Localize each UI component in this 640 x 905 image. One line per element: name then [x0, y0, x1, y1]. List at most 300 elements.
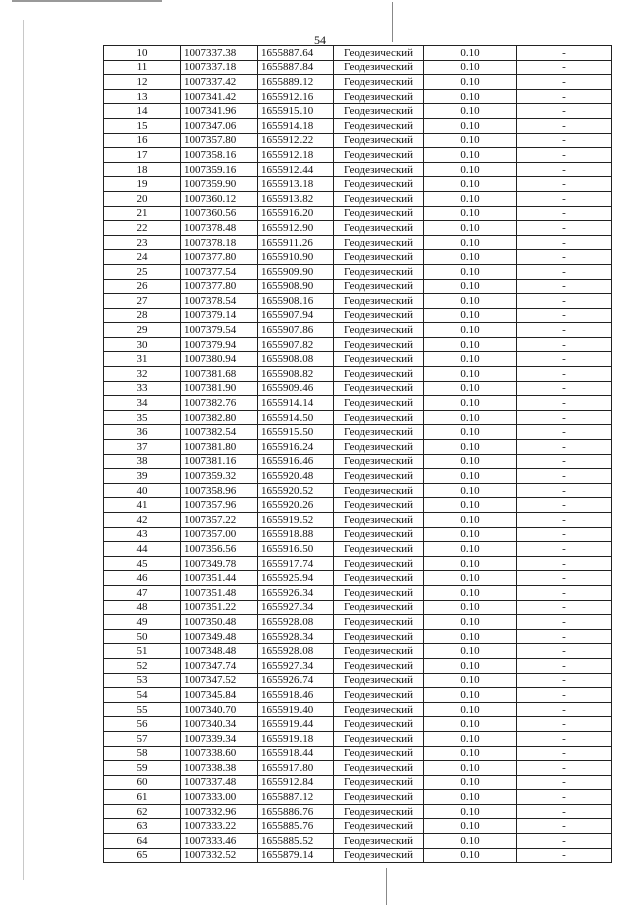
x-coordinate-cell: 1007377.54	[181, 264, 258, 279]
y-coordinate-cell: 1655917.74	[258, 556, 334, 571]
note-cell: -	[517, 673, 612, 688]
y-coordinate-cell: 1655917.80	[258, 761, 334, 776]
point-number-cell: 10	[104, 46, 181, 61]
table-row	[104, 644, 612, 659]
accuracy-cell: 0.10	[424, 469, 517, 484]
x-coordinate-cell: 1007351.48	[181, 585, 258, 600]
table-row	[104, 410, 612, 425]
y-coordinate-cell: 1655889.12	[258, 75, 334, 90]
point-number-cell: 23	[104, 235, 181, 250]
note-cell: -	[517, 264, 612, 279]
note-cell: -	[517, 688, 612, 703]
table-row	[104, 615, 612, 630]
accuracy-cell: 0.10	[424, 688, 517, 703]
table-row	[104, 542, 612, 557]
x-coordinate-cell: 1007377.80	[181, 279, 258, 294]
x-coordinate-cell: 1007360.56	[181, 206, 258, 221]
y-coordinate-cell: 1655915.50	[258, 425, 334, 440]
y-coordinate-cell: 1655914.50	[258, 410, 334, 425]
x-coordinate-cell: 1007340.70	[181, 702, 258, 717]
x-coordinate-cell: 1007337.42	[181, 75, 258, 90]
y-coordinate-cell: 1655912.90	[258, 221, 334, 236]
accuracy-cell: 0.10	[424, 848, 517, 863]
point-number-cell: 22	[104, 221, 181, 236]
method-cell: Геодезический	[334, 790, 424, 805]
table-row	[104, 804, 612, 819]
table-row	[104, 483, 612, 498]
table-row	[104, 790, 612, 805]
note-cell: -	[517, 454, 612, 469]
point-number-cell: 17	[104, 148, 181, 163]
accuracy-cell: 0.10	[424, 221, 517, 236]
table-row	[104, 746, 612, 761]
note-cell: -	[517, 483, 612, 498]
x-coordinate-cell: 1007350.48	[181, 615, 258, 630]
accuracy-cell: 0.10	[424, 264, 517, 279]
method-cell: Геодезический	[334, 658, 424, 673]
method-cell: Геодезический	[334, 804, 424, 819]
point-number-cell: 24	[104, 250, 181, 265]
method-cell: Геодезический	[334, 46, 424, 61]
table-row	[104, 75, 612, 90]
y-coordinate-cell: 1655909.90	[258, 264, 334, 279]
point-number-cell: 38	[104, 454, 181, 469]
coordinates-table	[103, 45, 612, 863]
accuracy-cell: 0.10	[424, 498, 517, 513]
y-coordinate-cell: 1655885.76	[258, 819, 334, 834]
x-coordinate-cell: 1007337.18	[181, 60, 258, 75]
note-cell: -	[517, 89, 612, 104]
table-row	[104, 658, 612, 673]
note-cell: -	[517, 498, 612, 513]
x-coordinate-cell: 1007337.48	[181, 775, 258, 790]
accuracy-cell: 0.10	[424, 600, 517, 615]
table-row	[104, 761, 612, 776]
y-coordinate-cell: 1655887.12	[258, 790, 334, 805]
table-row	[104, 834, 612, 849]
point-number-cell: 45	[104, 556, 181, 571]
accuracy-cell: 0.10	[424, 367, 517, 382]
note-cell: -	[517, 658, 612, 673]
x-coordinate-cell: 1007339.34	[181, 731, 258, 746]
table-row	[104, 381, 612, 396]
x-coordinate-cell: 1007358.96	[181, 483, 258, 498]
note-cell: -	[517, 834, 612, 849]
point-number-cell: 52	[104, 658, 181, 673]
x-coordinate-cell: 1007378.48	[181, 221, 258, 236]
method-cell: Геодезический	[334, 381, 424, 396]
accuracy-cell: 0.10	[424, 585, 517, 600]
accuracy-cell: 0.10	[424, 644, 517, 659]
method-cell: Геодезический	[334, 673, 424, 688]
note-cell: -	[517, 191, 612, 206]
accuracy-cell: 0.10	[424, 352, 517, 367]
x-coordinate-cell: 1007377.80	[181, 250, 258, 265]
point-number-cell: 21	[104, 206, 181, 221]
x-coordinate-cell: 1007381.90	[181, 381, 258, 396]
accuracy-cell: 0.10	[424, 308, 517, 323]
accuracy-cell: 0.10	[424, 89, 517, 104]
y-coordinate-cell: 1655907.82	[258, 337, 334, 352]
table-row	[104, 352, 612, 367]
accuracy-cell: 0.10	[424, 148, 517, 163]
accuracy-cell: 0.10	[424, 513, 517, 528]
y-coordinate-cell: 1655918.44	[258, 746, 334, 761]
note-cell: -	[517, 790, 612, 805]
note-cell: -	[517, 133, 612, 148]
x-coordinate-cell: 1007379.94	[181, 337, 258, 352]
x-coordinate-cell: 1007341.96	[181, 104, 258, 119]
method-cell: Геодезический	[334, 367, 424, 382]
table-row	[104, 702, 612, 717]
x-coordinate-cell: 1007332.96	[181, 804, 258, 819]
point-number-cell: 18	[104, 162, 181, 177]
method-cell: Геодезический	[334, 352, 424, 367]
accuracy-cell: 0.10	[424, 381, 517, 396]
x-coordinate-cell: 1007382.76	[181, 396, 258, 411]
point-number-cell: 60	[104, 775, 181, 790]
table-row	[104, 600, 612, 615]
point-number-cell: 53	[104, 673, 181, 688]
table-row	[104, 235, 612, 250]
table-row	[104, 440, 612, 455]
table-row	[104, 264, 612, 279]
x-coordinate-cell: 1007333.22	[181, 819, 258, 834]
note-cell: -	[517, 60, 612, 75]
accuracy-cell: 0.10	[424, 133, 517, 148]
y-coordinate-cell: 1655909.46	[258, 381, 334, 396]
table-row	[104, 717, 612, 732]
table-row	[104, 775, 612, 790]
x-coordinate-cell: 1007379.14	[181, 308, 258, 323]
method-cell: Геодезический	[334, 483, 424, 498]
method-cell: Геодезический	[334, 761, 424, 776]
point-number-cell: 51	[104, 644, 181, 659]
x-coordinate-cell: 1007382.54	[181, 425, 258, 440]
note-cell: -	[517, 848, 612, 863]
table-row	[104, 513, 612, 528]
point-number-cell: 20	[104, 191, 181, 206]
table-row	[104, 629, 612, 644]
method-cell: Геодезический	[334, 556, 424, 571]
accuracy-cell: 0.10	[424, 118, 517, 133]
point-number-cell: 11	[104, 60, 181, 75]
y-coordinate-cell: 1655910.90	[258, 250, 334, 265]
accuracy-cell: 0.10	[424, 615, 517, 630]
note-cell: -	[517, 162, 612, 177]
accuracy-cell: 0.10	[424, 542, 517, 557]
y-coordinate-cell: 1655908.08	[258, 352, 334, 367]
table-row	[104, 454, 612, 469]
x-coordinate-cell: 1007378.54	[181, 294, 258, 309]
note-cell: -	[517, 702, 612, 717]
table-row	[104, 133, 612, 148]
x-coordinate-cell: 1007351.22	[181, 600, 258, 615]
point-number-cell: 29	[104, 323, 181, 338]
point-number-cell: 56	[104, 717, 181, 732]
method-cell: Геодезический	[334, 162, 424, 177]
method-cell: Геодезический	[334, 337, 424, 352]
y-coordinate-cell: 1655926.74	[258, 673, 334, 688]
method-cell: Геодезический	[334, 498, 424, 513]
table-row	[104, 206, 612, 221]
table-row	[104, 673, 612, 688]
x-coordinate-cell: 1007338.38	[181, 761, 258, 776]
method-cell: Геодезический	[334, 775, 424, 790]
point-number-cell: 34	[104, 396, 181, 411]
y-coordinate-cell: 1655908.16	[258, 294, 334, 309]
accuracy-cell: 0.10	[424, 60, 517, 75]
x-coordinate-cell: 1007347.52	[181, 673, 258, 688]
x-coordinate-cell: 1007359.16	[181, 162, 258, 177]
table-row	[104, 848, 612, 863]
x-coordinate-cell: 1007380.94	[181, 352, 258, 367]
method-cell: Геодезический	[334, 644, 424, 659]
accuracy-cell: 0.10	[424, 75, 517, 90]
y-coordinate-cell: 1655920.52	[258, 483, 334, 498]
method-cell: Геодезический	[334, 717, 424, 732]
x-coordinate-cell: 1007359.32	[181, 469, 258, 484]
y-coordinate-cell: 1655907.86	[258, 323, 334, 338]
x-coordinate-cell: 1007357.80	[181, 133, 258, 148]
table-row	[104, 294, 612, 309]
x-coordinate-cell: 1007381.68	[181, 367, 258, 382]
accuracy-cell: 0.10	[424, 804, 517, 819]
accuracy-cell: 0.10	[424, 410, 517, 425]
x-coordinate-cell: 1007381.16	[181, 454, 258, 469]
accuracy-cell: 0.10	[424, 337, 517, 352]
note-cell: -	[517, 323, 612, 338]
note-cell: -	[517, 615, 612, 630]
y-coordinate-cell: 1655912.18	[258, 148, 334, 163]
table-row	[104, 731, 612, 746]
note-cell: -	[517, 148, 612, 163]
note-cell: -	[517, 425, 612, 440]
point-number-cell: 39	[104, 469, 181, 484]
method-cell: Геодезический	[334, 250, 424, 265]
note-cell: -	[517, 294, 612, 309]
accuracy-cell: 0.10	[424, 104, 517, 119]
note-cell: -	[517, 571, 612, 586]
method-cell: Геодезический	[334, 235, 424, 250]
y-coordinate-cell: 1655919.52	[258, 513, 334, 528]
accuracy-cell: 0.10	[424, 483, 517, 498]
y-coordinate-cell: 1655919.44	[258, 717, 334, 732]
point-number-cell: 63	[104, 819, 181, 834]
point-number-cell: 25	[104, 264, 181, 279]
y-coordinate-cell: 1655914.18	[258, 118, 334, 133]
note-cell: -	[517, 367, 612, 382]
accuracy-cell: 0.10	[424, 819, 517, 834]
x-coordinate-cell: 1007337.38	[181, 46, 258, 61]
point-number-cell: 64	[104, 834, 181, 849]
table-row	[104, 162, 612, 177]
table-row	[104, 148, 612, 163]
note-cell: -	[517, 177, 612, 192]
table-row	[104, 571, 612, 586]
table-row	[104, 367, 612, 382]
method-cell: Геодезический	[334, 585, 424, 600]
note-cell: -	[517, 75, 612, 90]
table-row	[104, 498, 612, 513]
method-cell: Геодезический	[334, 206, 424, 221]
method-cell: Геодезический	[334, 527, 424, 542]
y-coordinate-cell: 1655912.44	[258, 162, 334, 177]
y-coordinate-cell: 1655912.16	[258, 89, 334, 104]
note-cell: -	[517, 600, 612, 615]
method-cell: Геодезический	[334, 104, 424, 119]
x-coordinate-cell: 1007351.44	[181, 571, 258, 586]
method-cell: Геодезический	[334, 454, 424, 469]
x-coordinate-cell: 1007349.78	[181, 556, 258, 571]
note-cell: -	[517, 381, 612, 396]
method-cell: Геодезический	[334, 746, 424, 761]
point-number-cell: 62	[104, 804, 181, 819]
x-coordinate-cell: 1007356.56	[181, 542, 258, 557]
scan-artifact-left	[23, 20, 24, 880]
point-number-cell: 27	[104, 294, 181, 309]
method-cell: Геодезический	[334, 221, 424, 236]
accuracy-cell: 0.10	[424, 46, 517, 61]
note-cell: -	[517, 542, 612, 557]
method-cell: Геодезический	[334, 731, 424, 746]
y-coordinate-cell: 1655886.76	[258, 804, 334, 819]
accuracy-cell: 0.10	[424, 162, 517, 177]
y-coordinate-cell: 1655928.08	[258, 644, 334, 659]
table-row	[104, 688, 612, 703]
x-coordinate-cell: 1007382.80	[181, 410, 258, 425]
y-coordinate-cell: 1655915.10	[258, 104, 334, 119]
accuracy-cell: 0.10	[424, 717, 517, 732]
note-cell: -	[517, 308, 612, 323]
y-coordinate-cell: 1655927.34	[258, 658, 334, 673]
note-cell: -	[517, 746, 612, 761]
x-coordinate-cell: 1007338.60	[181, 746, 258, 761]
note-cell: -	[517, 440, 612, 455]
method-cell: Геодезический	[334, 629, 424, 644]
note-cell: -	[517, 513, 612, 528]
note-cell: -	[517, 104, 612, 119]
method-cell: Геодезический	[334, 688, 424, 703]
table-row	[104, 425, 612, 440]
y-coordinate-cell: 1655914.14	[258, 396, 334, 411]
x-coordinate-cell: 1007358.16	[181, 148, 258, 163]
point-number-cell: 31	[104, 352, 181, 367]
x-coordinate-cell: 1007379.54	[181, 323, 258, 338]
accuracy-cell: 0.10	[424, 673, 517, 688]
y-coordinate-cell: 1655919.18	[258, 731, 334, 746]
method-cell: Геодезический	[334, 425, 424, 440]
point-number-cell: 49	[104, 615, 181, 630]
y-coordinate-cell: 1655907.94	[258, 308, 334, 323]
accuracy-cell: 0.10	[424, 527, 517, 542]
note-cell: -	[517, 279, 612, 294]
method-cell: Геодезический	[334, 294, 424, 309]
point-number-cell: 44	[104, 542, 181, 557]
table-row	[104, 104, 612, 119]
method-cell: Геодезический	[334, 264, 424, 279]
note-cell: -	[517, 644, 612, 659]
accuracy-cell: 0.10	[424, 790, 517, 805]
accuracy-cell: 0.10	[424, 702, 517, 717]
point-number-cell: 36	[104, 425, 181, 440]
note-cell: -	[517, 410, 612, 425]
x-coordinate-cell: 1007333.46	[181, 834, 258, 849]
note-cell: -	[517, 46, 612, 61]
y-coordinate-cell: 1655920.48	[258, 469, 334, 484]
accuracy-cell: 0.10	[424, 454, 517, 469]
method-cell: Геодезический	[334, 323, 424, 338]
y-coordinate-cell: 1655918.46	[258, 688, 334, 703]
table-row	[104, 556, 612, 571]
x-coordinate-cell: 1007340.34	[181, 717, 258, 732]
table-row	[104, 250, 612, 265]
x-coordinate-cell: 1007341.42	[181, 89, 258, 104]
accuracy-cell: 0.10	[424, 235, 517, 250]
table-row	[104, 819, 612, 834]
accuracy-cell: 0.10	[424, 440, 517, 455]
point-number-cell: 40	[104, 483, 181, 498]
method-cell: Геодезический	[334, 469, 424, 484]
method-cell: Геодезический	[334, 819, 424, 834]
table-row	[104, 60, 612, 75]
note-cell: -	[517, 775, 612, 790]
point-number-cell: 19	[104, 177, 181, 192]
y-coordinate-cell: 1655920.26	[258, 498, 334, 513]
method-cell: Геодезический	[334, 177, 424, 192]
table-row	[104, 221, 612, 236]
point-number-cell: 57	[104, 731, 181, 746]
y-coordinate-cell: 1655911.26	[258, 235, 334, 250]
point-number-cell: 28	[104, 308, 181, 323]
point-number-cell: 16	[104, 133, 181, 148]
accuracy-cell: 0.10	[424, 191, 517, 206]
method-cell: Геодезический	[334, 571, 424, 586]
note-cell: -	[517, 352, 612, 367]
point-number-cell: 43	[104, 527, 181, 542]
point-number-cell: 50	[104, 629, 181, 644]
table-row	[104, 118, 612, 133]
y-coordinate-cell: 1655918.88	[258, 527, 334, 542]
point-number-cell: 12	[104, 75, 181, 90]
y-coordinate-cell: 1655916.50	[258, 542, 334, 557]
table-row	[104, 337, 612, 352]
method-cell: Геодезический	[334, 279, 424, 294]
point-number-cell: 58	[104, 746, 181, 761]
method-cell: Геодезический	[334, 834, 424, 849]
note-cell: -	[517, 717, 612, 732]
method-cell: Геодезический	[334, 410, 424, 425]
method-cell: Геодезический	[334, 191, 424, 206]
note-cell: -	[517, 206, 612, 221]
point-number-cell: 26	[104, 279, 181, 294]
note-cell: -	[517, 731, 612, 746]
method-cell: Геодезический	[334, 148, 424, 163]
x-coordinate-cell: 1007333.00	[181, 790, 258, 805]
point-number-cell: 33	[104, 381, 181, 396]
table-row	[104, 396, 612, 411]
scan-artifact-top	[12, 0, 162, 2]
x-coordinate-cell: 1007349.48	[181, 629, 258, 644]
y-coordinate-cell: 1655912.84	[258, 775, 334, 790]
accuracy-cell: 0.10	[424, 294, 517, 309]
accuracy-cell: 0.10	[424, 731, 517, 746]
y-coordinate-cell: 1655913.18	[258, 177, 334, 192]
accuracy-cell: 0.10	[424, 279, 517, 294]
x-coordinate-cell: 1007357.22	[181, 513, 258, 528]
method-cell: Геодезический	[334, 702, 424, 717]
note-cell: -	[517, 761, 612, 776]
